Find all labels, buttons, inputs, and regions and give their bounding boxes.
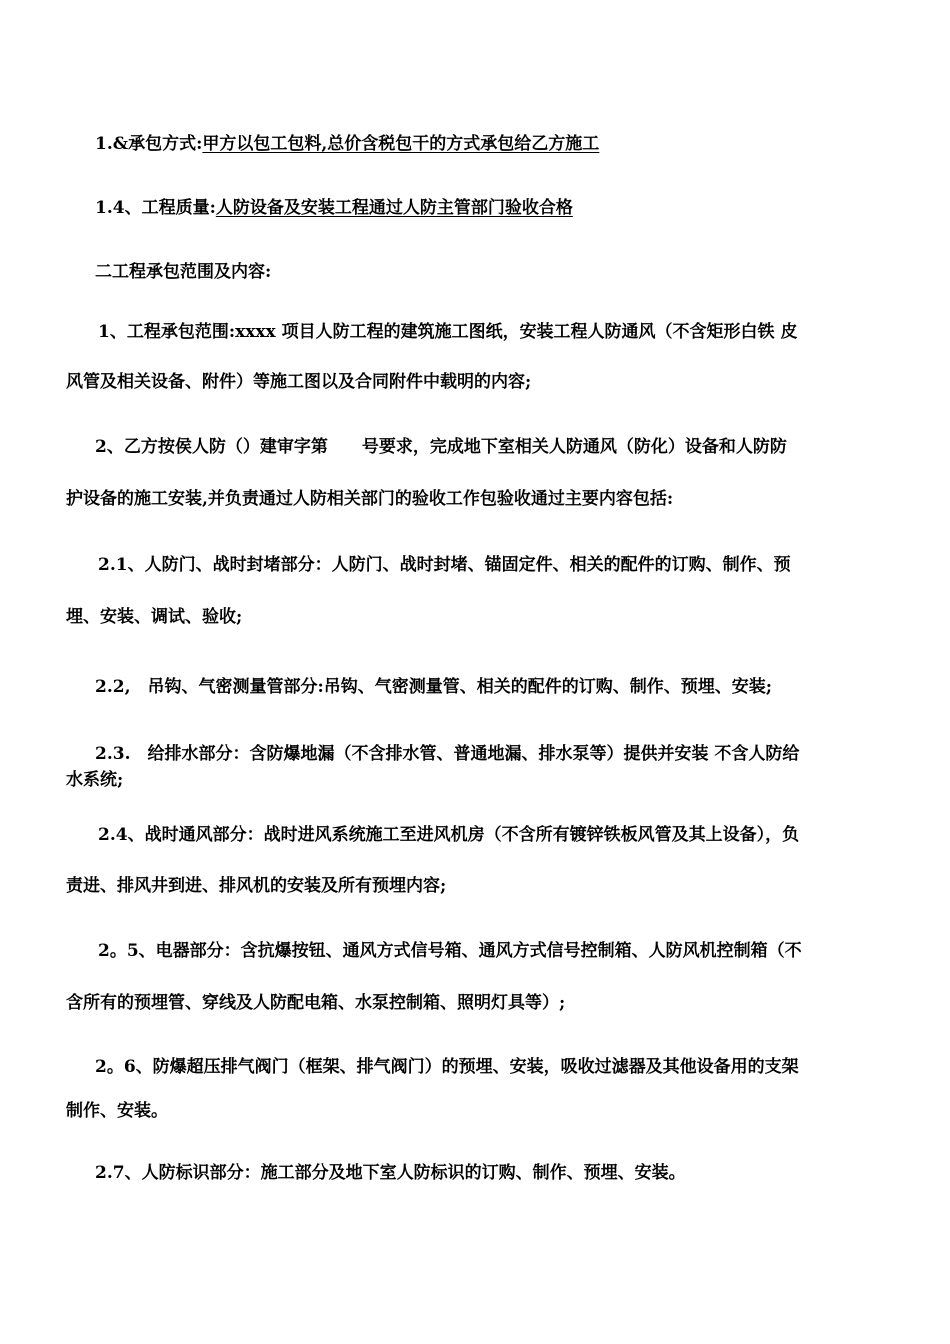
- scope-paragraph-line1: 1、工程承包范围:xxxx 项目人防工程的建筑施工图纸，安装工程人防通风（不含矩形白铁 皮: [98, 322, 798, 342]
- item-2-6-line1: 2。6、防爆超压排气阀门（框架、排气阀门）的预埋、安装，吸收过滤器及其他设备用的支架: [95, 1057, 799, 1077]
- requirements-paragraph-line2: 护设备的施工安装,并负责通过人防相关部门的验收工作包验收通过主要内容包括:: [66, 489, 674, 509]
- scope-paragraph-line2: 风管及相关设备、附件）等施工图以及合同附件中载明的内容;: [66, 372, 532, 392]
- item-2-2: 2.2, 吊钩、气密测量管部分:吊钩、气密测量管、相关的配件的订购、制作、预埋、安装;: [95, 677, 773, 697]
- item-2-6-line2: 制作、安装。: [66, 1101, 168, 1121]
- section-heading: 二工程承包范围及内容:: [95, 262, 272, 282]
- item-2-3-line2: 水系统;: [66, 770, 124, 790]
- contract-method-label: 1.&承包方式:: [95, 134, 203, 154]
- quality-content: 人防设备及安装工程通过人防主管部门验收合格: [215, 198, 573, 218]
- quality-paragraph: [95, 197, 573, 219]
- contract-method-content: 甲方以包工包料,总价含税包干的方式承包给乙方施工: [202, 134, 600, 154]
- contract-method-paragraph: [95, 133, 599, 155]
- item-2-7: 2.7、人防标识部分：施工部分及地下室人防标识的订购、制作、预埋、安装。: [95, 1163, 686, 1183]
- item-2-3-line1: 2.3. 给排水部分：含防爆地漏（不含排水管、普通地漏、排水泵等）提供并安装 不含人防给: [95, 744, 800, 764]
- item-2-1-line2: 埋、安装、调试、验收;: [66, 607, 243, 627]
- item-2-5-line2: 含所有的预埋管、穿线及人防配电箱、水泵控制箱、照明灯具等）;: [66, 993, 566, 1013]
- requirements-paragraph-line1: 2、乙方按侯人防（）建审字第 号要求，完成地下室相关人防通风（防化）设备和人防防: [95, 437, 787, 457]
- item-2-5-line1: 2。5、电器部分：含抗爆按钮、通风方式信号箱、通风方式信号控制箱、人防风机控制箱（不: [98, 941, 802, 961]
- item-2-4-line2: 责进、排风井到进、排风机的安装及所有预埋内容;: [66, 876, 447, 896]
- item-2-1-line1: 2.1、人防门、战时封堵部分：人防门、战时封堵、锚固定件、相关的配件的订购、制作、预: [98, 555, 791, 575]
- item-2-4-line1: 2.4、战时通风部分：战时进风系统施工至进风机房（不含所有镀锌铁板风管及其上设备），负: [98, 825, 800, 845]
- quality-label: 1.4、工程质量:: [95, 198, 216, 218]
